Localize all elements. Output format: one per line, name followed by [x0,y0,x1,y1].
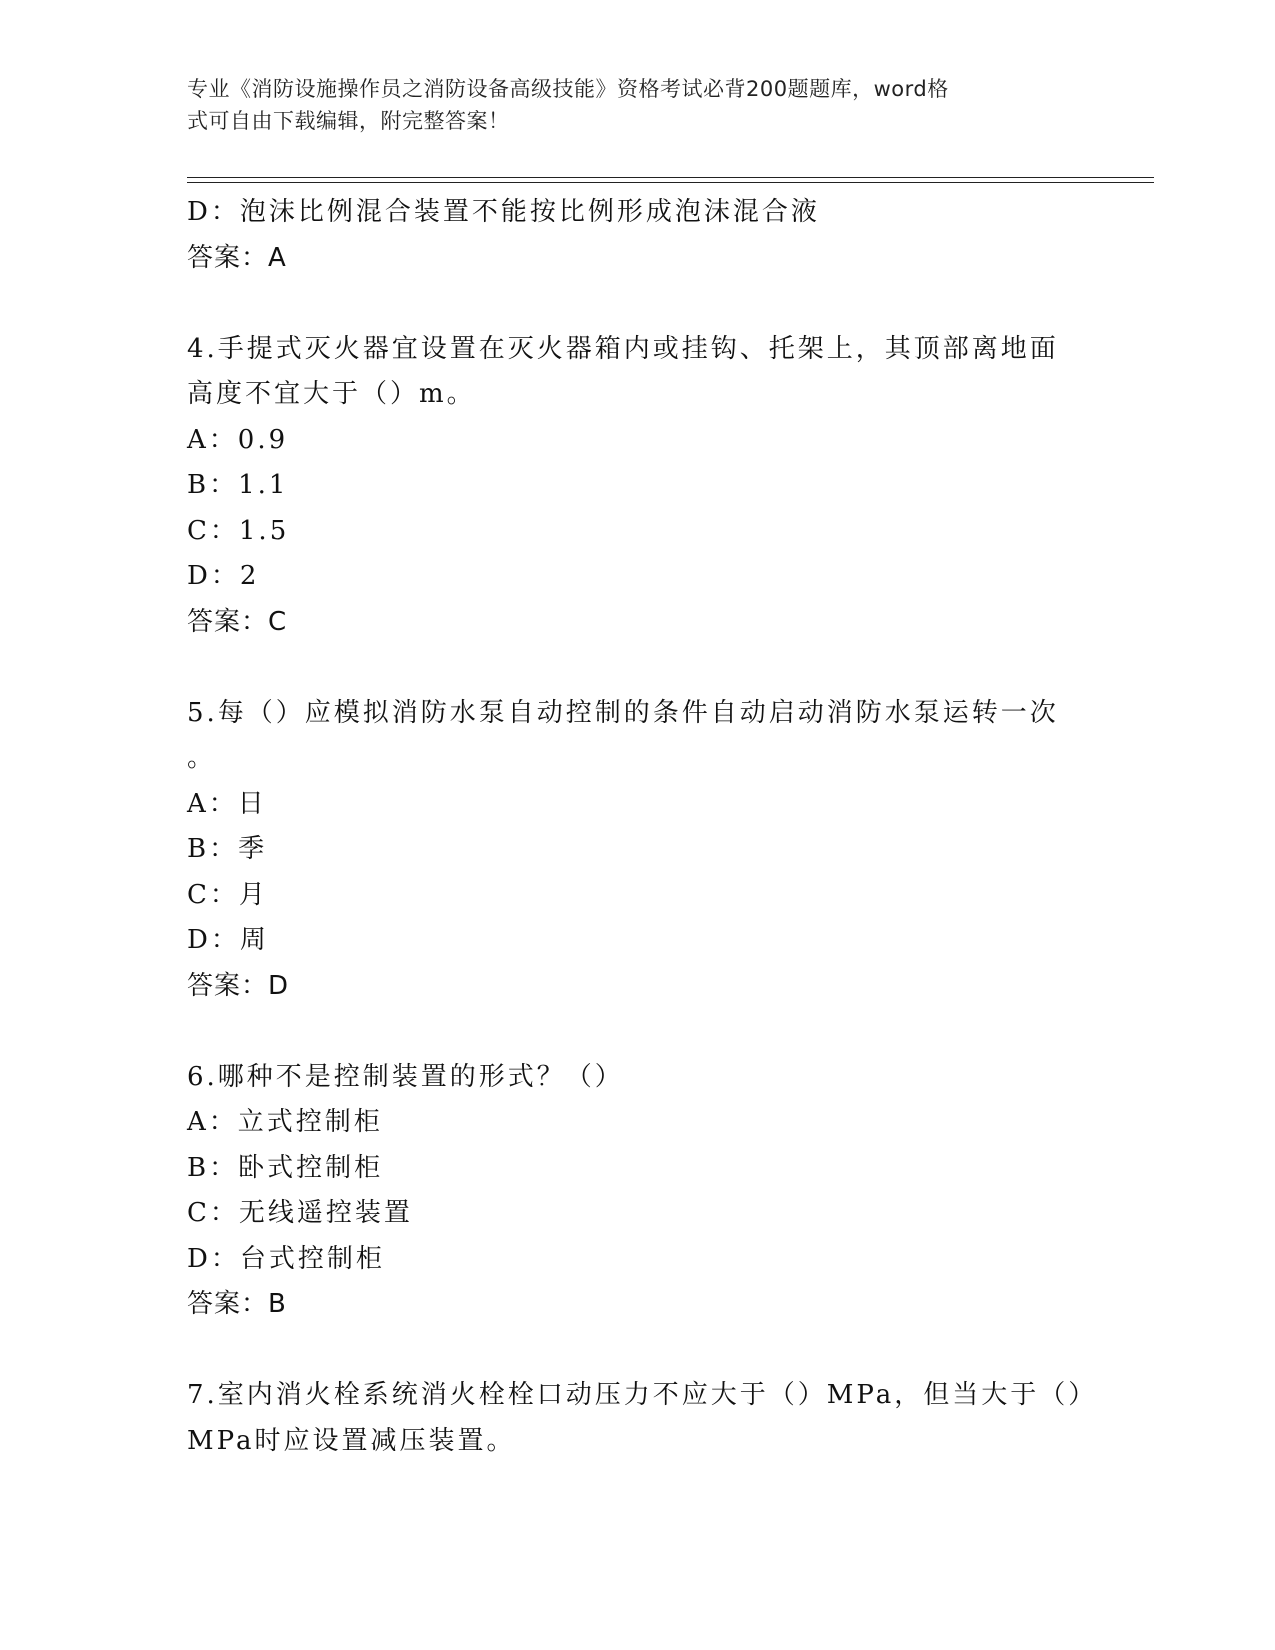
header-rule-bottom [187,182,1154,183]
question-stem-continued: 。 [187,743,217,773]
header-rule-top [187,177,1154,178]
question-6 [187,1055,1087,1328]
document-header [187,73,1067,137]
option-d: D：台式控制柜 [187,1243,385,1274]
option-a: A：立式控制柜 [187,1107,383,1137]
question-4 [187,327,1087,646]
answer-line: 答案：D [187,970,290,1001]
option-d: D：2 [187,561,260,591]
question-stem-continued: 高度不宜大于（）m。 [187,379,476,409]
option-a: A：日 [187,788,267,819]
answer-line: 答案：C [187,606,288,637]
question-list [187,190,1098,1464]
option-d: D：泡沫比例混合装置不能按比例形成泡沫混合液 [187,197,820,227]
header-line-2: 式可自由下载编辑，附完整答案！ [187,109,510,133]
question-5 [187,691,1087,1010]
question-stem-continued: MPa时应设置减压装置。 [187,1425,516,1456]
question-3-tail [187,190,1087,281]
question-stem: 7.室内消火栓系统消火栓栓口动压力不应大于（）MPa，但当大于（） [187,1380,1098,1410]
option-b: B：季 [187,834,268,864]
option-b: B：卧式控制柜 [187,1152,384,1183]
option-d: D：周 [187,925,269,955]
answer-line: 答案：A [187,242,287,273]
question-stem: 5.每（）应模拟消防水泵自动控制的条件自动启动消防水泵运转一次 [187,697,1059,728]
question-7 [187,1373,1098,1464]
option-c: C：无线遥控装置 [187,1198,413,1228]
option-c: C：1.5 [187,515,290,546]
question-stem: 6.哪种不是控制装置的形式？（） [187,1061,624,1092]
question-stem: 4.手提式灭火器宜设置在灭火器箱内或挂钩、托架上，其顶部离地面 [187,333,1059,364]
option-c: C：月 [187,879,268,910]
option-b: B：1.1 [187,470,289,500]
answer-line: 答案：B [187,1289,287,1319]
header-line-1: 专业《消防设施操作员之消防设备高级技能》资格考试必背200题题库，word格 [187,77,949,101]
option-a: A：0.9 [187,424,289,455]
